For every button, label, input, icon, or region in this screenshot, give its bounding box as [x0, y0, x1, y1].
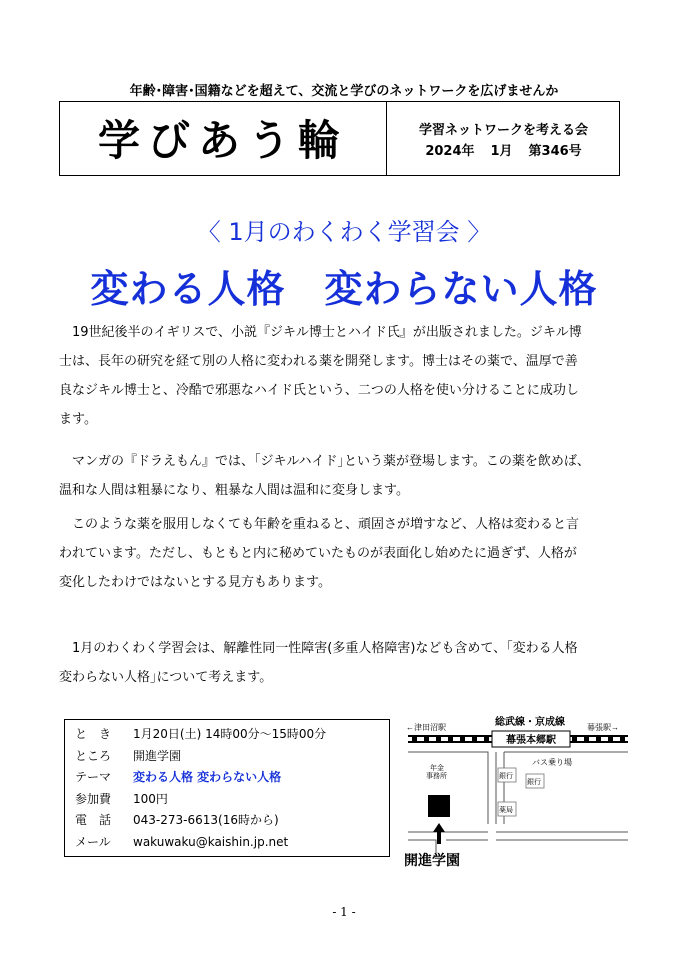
map-left-station: ←津田沼駅 — [406, 723, 446, 732]
info-label: 参加費 — [75, 791, 112, 806]
event-title: 〈 1月のわくわく学習会 〉 — [196, 218, 492, 246]
paragraph-line: 士は、長年の研究を経て別の人格に変われる薬を開発します。博士はその薬で、温厚で善 — [59, 354, 578, 369]
info-value: 変わる人格 変わらない人格 — [133, 770, 282, 784]
issue-year: 2024年 — [425, 144, 475, 159]
tagline: 年齢･障害･国籍などを超えて、交流と学びのネットワークを広げませんか — [129, 84, 559, 99]
main-title: 変わる人格 変わらない人格 — [90, 267, 598, 311]
info-row-date — [75, 724, 389, 746]
masthead-divider — [386, 102, 387, 175]
access-map — [400, 712, 630, 872]
map-line-name: 総武線・京成線 — [495, 717, 565, 728]
paragraph-4 — [59, 634, 629, 692]
paragraph-line: ます。 — [59, 412, 97, 427]
map-bus-stop: バス乗り場 — [532, 758, 572, 767]
info-row-phone — [75, 810, 389, 832]
issue-month: 1月 — [490, 144, 513, 159]
info-row-place — [75, 746, 389, 768]
paragraph-line: このような薬を服用しなくても年齢を重ねると、頑固さが増すなど、人格は変わると言 — [59, 517, 580, 532]
paragraph-3 — [59, 510, 629, 597]
info-label: 電 話 — [75, 813, 112, 827]
map-main-station: 幕張本郷駅 — [506, 735, 556, 746]
issue-info — [386, 140, 621, 159]
paragraph-line: 19世紀後半のイギリスで、小説『ジキル博士とハイド氏』が出版されました。ジキル博 — [59, 325, 582, 340]
info-label: と き — [75, 727, 112, 741]
masthead — [59, 101, 620, 176]
info-value: 1月20日(土) 14時00分～15時00分 — [133, 727, 327, 741]
map-pension-office: 事務所 — [426, 773, 447, 780]
info-value: 開進学園 — [133, 748, 182, 763]
paragraph-2 — [59, 447, 629, 505]
org-name: 学習ネットワークを考える会 — [418, 123, 588, 138]
paragraph-line: われています。ただし、もともと内に秘めていたものが表面化し始めたに過ぎず、人格が — [59, 546, 577, 561]
map-bank: 銀行 — [527, 779, 541, 786]
issue-number: 第346号 — [528, 144, 582, 159]
destination-building — [428, 795, 450, 817]
info-label: ところ — [75, 748, 112, 763]
map-right-station: 幕張駅→ — [587, 723, 619, 732]
map-destination: 開進学園 — [404, 852, 460, 868]
map-pension-office: 年金 — [430, 765, 444, 772]
paragraph-line: 変化したわけではないとする見方もあります。 — [59, 575, 331, 590]
newsletter-logo: 学びあう輪 — [97, 116, 348, 165]
paragraph-line: マンガの『ドラえもん』では、｢ジキルハイド｣という薬が登場します。この薬を飲めば、 — [59, 454, 590, 469]
info-value[interactable]: wakuwaku@kaishin.jp.net — [133, 834, 289, 849]
info-label: テーマ — [75, 770, 112, 784]
page-number: - 1 - — [332, 905, 356, 919]
paragraph-line: 変わらない人格｣について考えます。 — [59, 670, 273, 685]
paragraph-line: 1月のわくわく学習会は、解離性同一性障害(多重人格障害)なども含めて、｢変わる人格 — [59, 641, 578, 656]
map-bank: 銀行 — [499, 773, 513, 780]
info-row-theme — [75, 767, 389, 789]
info-value: 100円 — [133, 791, 168, 806]
info-value: 043-273-6613(16時から) — [133, 813, 279, 827]
event-info-box — [64, 719, 390, 857]
paragraph-1 — [59, 318, 629, 434]
arrow-up-icon — [433, 823, 445, 844]
map-pharmacy: 薬局 — [499, 807, 513, 814]
paragraph-line: 温和な人間は粗暴になり、粗暴な人間は温和に変身します。 — [59, 483, 409, 498]
info-label: メール — [75, 834, 111, 849]
info-row-fee — [75, 789, 389, 811]
info-row-email — [75, 832, 389, 854]
paragraph-line: 良なジキル博士と、冷酷で邪悪なハイド氏という、二つの人格を使い分けることに成功し — [59, 383, 579, 398]
